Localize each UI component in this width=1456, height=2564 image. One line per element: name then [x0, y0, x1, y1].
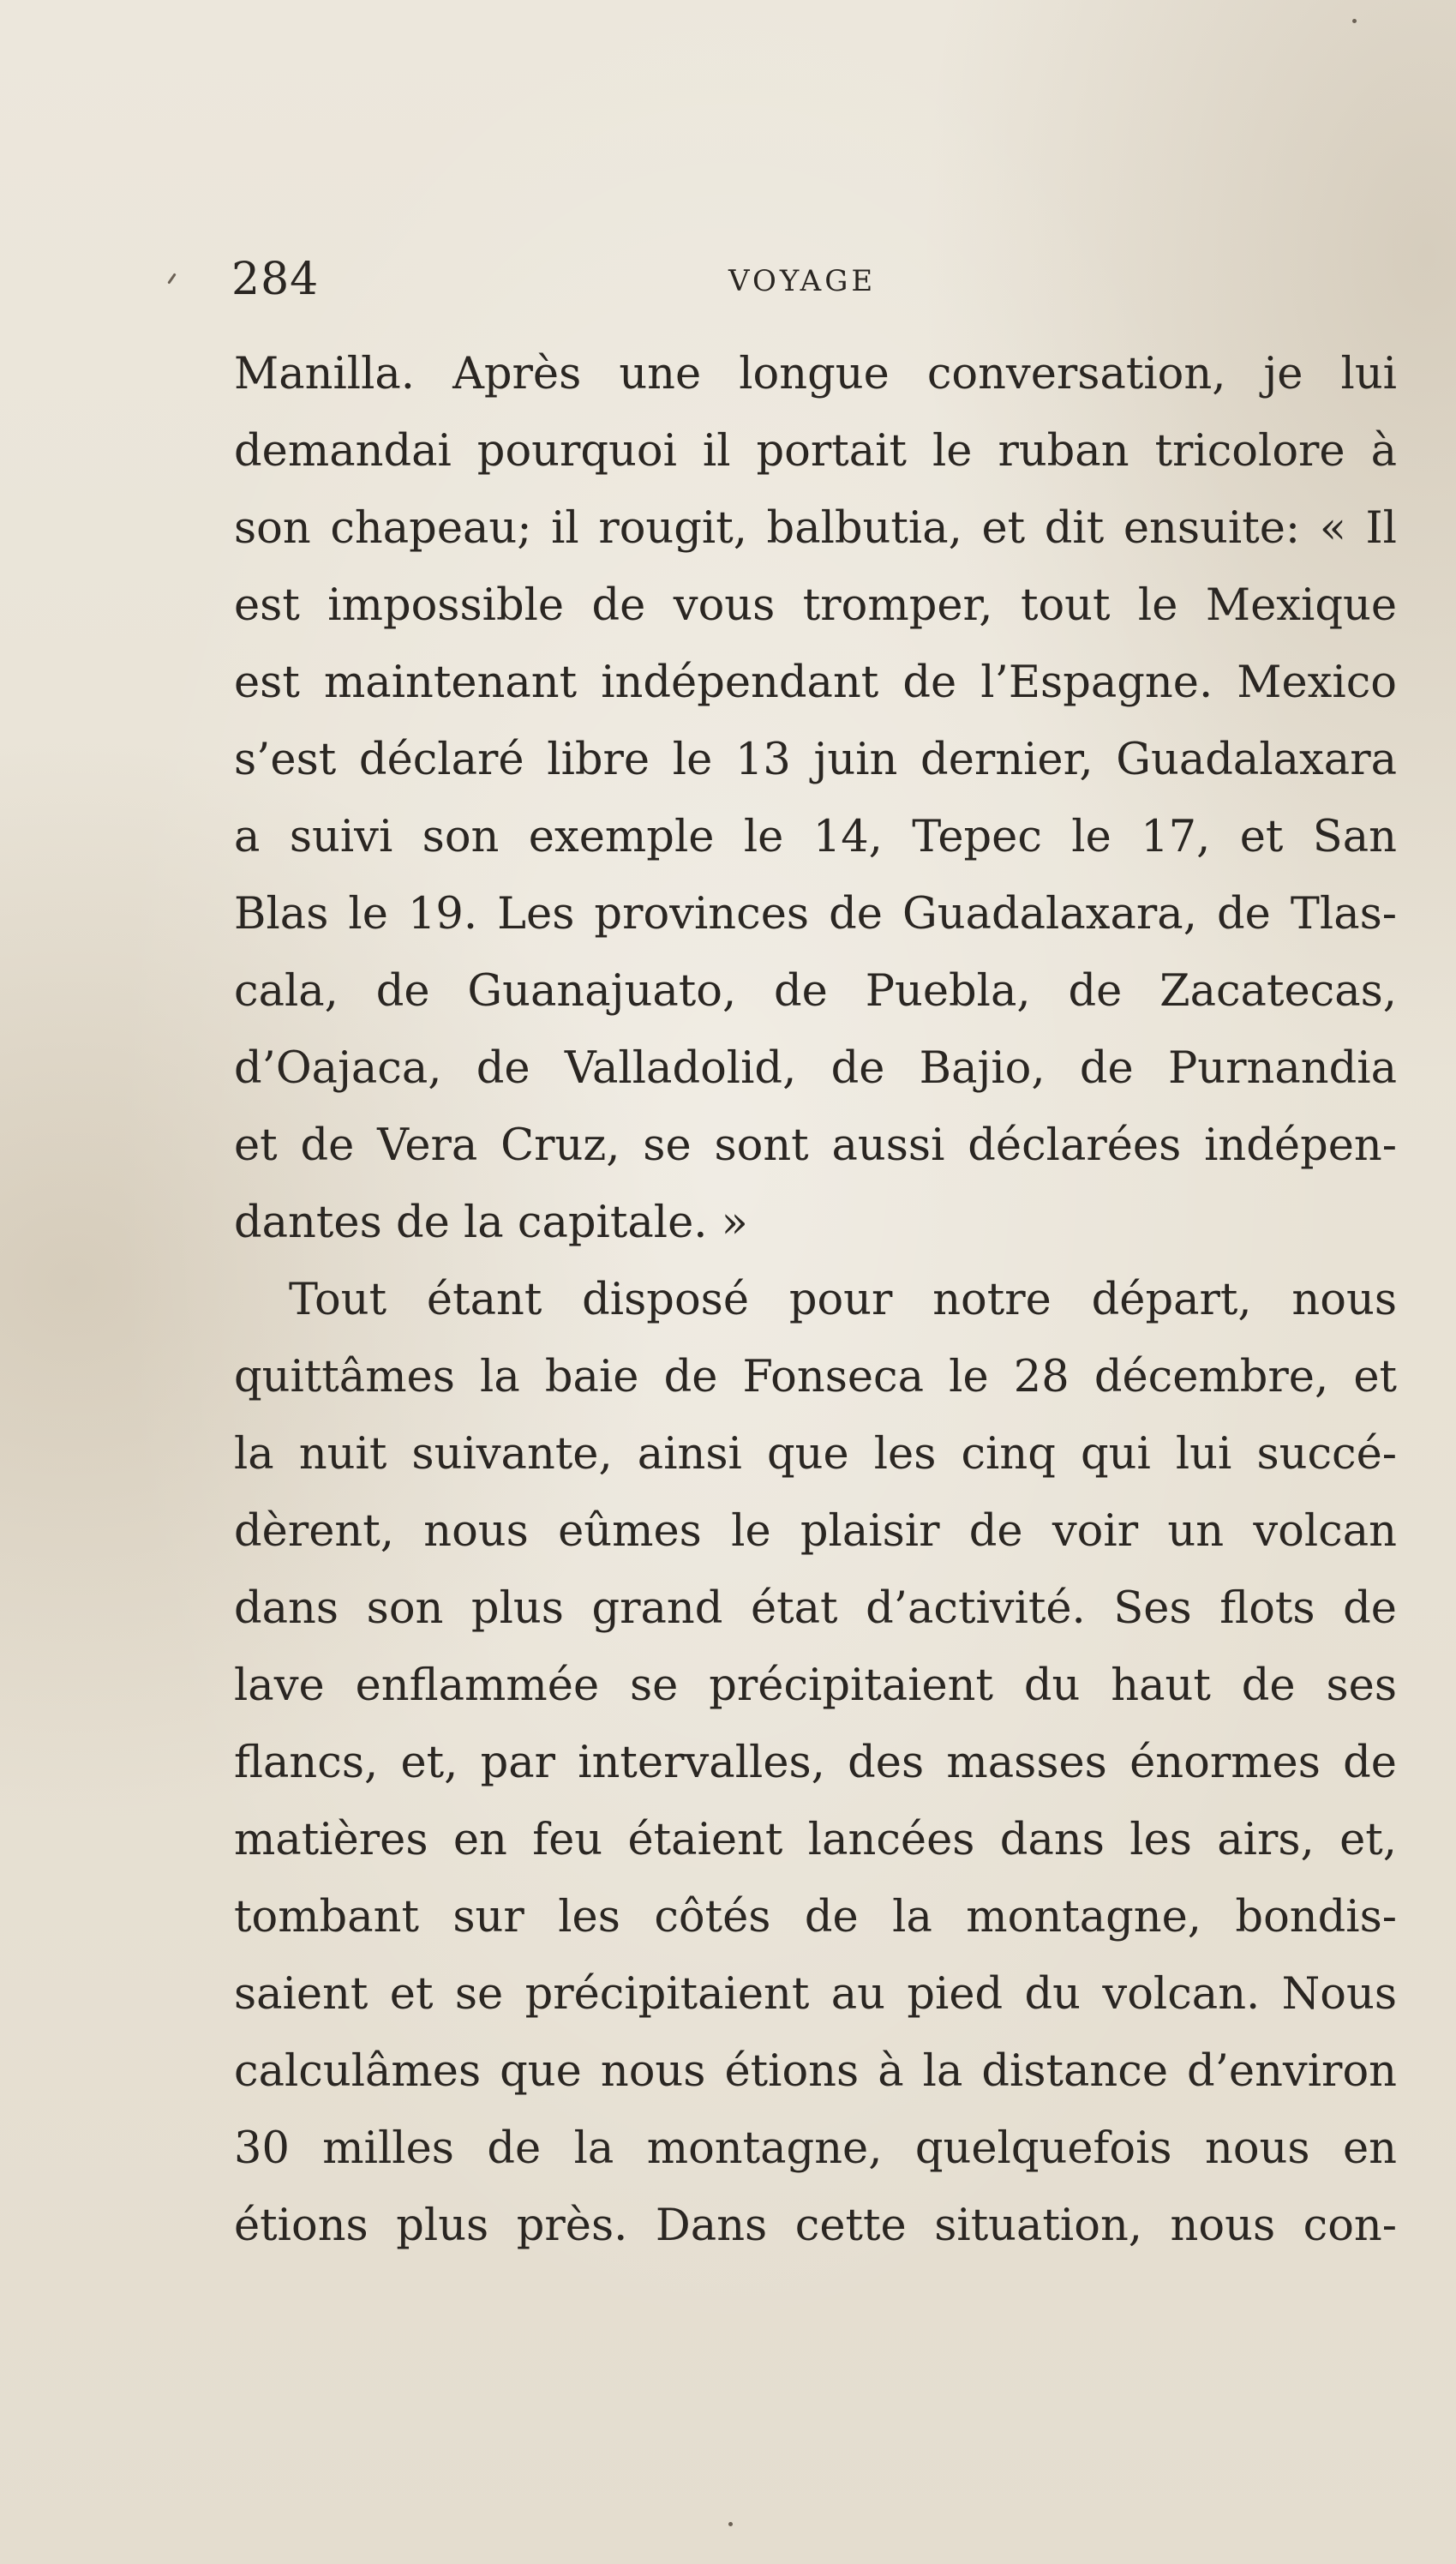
text-line: est impossible de vous tromper, tout le Mexique — [234, 580, 1397, 631]
text-line: dèrent, nous eûmes le plaisir de voir un volcan — [234, 1506, 1397, 1557]
text-line: la nuit suivante, ainsi que les cinq qui lui succé- — [234, 1429, 1397, 1480]
page-number: 284 — [231, 254, 320, 305]
text-line: est maintenant indépendant de l’Espagne. Mexico — [234, 658, 1397, 708]
paragraph-1 — [234, 336, 1397, 1262]
text-line: et de Vera Cruz, se sont aussi déclarées indépen- — [234, 1120, 1397, 1171]
text-line: calculâmes que nous étions à la distance d’environ — [234, 2046, 1397, 2097]
running-head — [231, 254, 1397, 305]
text-line: son chapeau; il rougit, balbutia, et dit ensuite: « Il — [234, 503, 1397, 554]
paper-speck — [167, 273, 176, 284]
paper-speck — [728, 2522, 733, 2526]
text-line: lave enflammée se précipitaient du haut de ses — [234, 1660, 1397, 1711]
text-line: flancs, et, par intervalles, des masses énormes de — [234, 1738, 1397, 1788]
text-line: quittâmes la baie de Fonseca le 28 décembre, et — [234, 1352, 1397, 1402]
text-line: cala, de Guanajuato, de Puebla, de Zacatecas, — [234, 966, 1397, 1017]
text-line: Tout étant disposé pour notre départ, nous — [289, 1275, 1397, 1325]
text-line: a suivi son exemple le 14, Tepec le 17, et San — [234, 812, 1397, 862]
text-line: dans son plus grand état d’activité. Ses flots de — [234, 1583, 1397, 1634]
text-line: tombant sur les côtés de la montagne, bondis- — [234, 1892, 1397, 1943]
text-line: s’est déclaré libre le 13 juin dernier, Guadalaxara — [234, 735, 1397, 785]
paragraph-2 — [234, 1262, 1397, 2265]
body-text — [234, 336, 1397, 2265]
text-line: dantes de la capitale. » — [234, 1198, 748, 1248]
text-line: matières en feu étaient lancées dans les airs, et, — [234, 1815, 1397, 1865]
text-line: Blas le 19. Les provinces de Guadalaxara, de Tlas- — [234, 889, 1397, 940]
paper-speck — [1352, 19, 1357, 23]
text-line: Manilla. Après une longue conversation, je lui — [234, 349, 1397, 399]
text-line: 30 milles de la montagne, quelquefois nous en — [234, 2123, 1397, 2174]
text-line: étions plus près. Dans cette situation, nous con- — [234, 2201, 1397, 2251]
text-line: d’Oajaca, de Valladolid, de Bajio, de Purnandia — [234, 1043, 1397, 1094]
text-line: demandai pourquoi il portait le ruban tricolore à — [234, 426, 1397, 477]
running-title: VOYAGE — [728, 264, 877, 298]
text-line: saient et se précipitaient au pied du volcan. Nous — [234, 1969, 1397, 2020]
